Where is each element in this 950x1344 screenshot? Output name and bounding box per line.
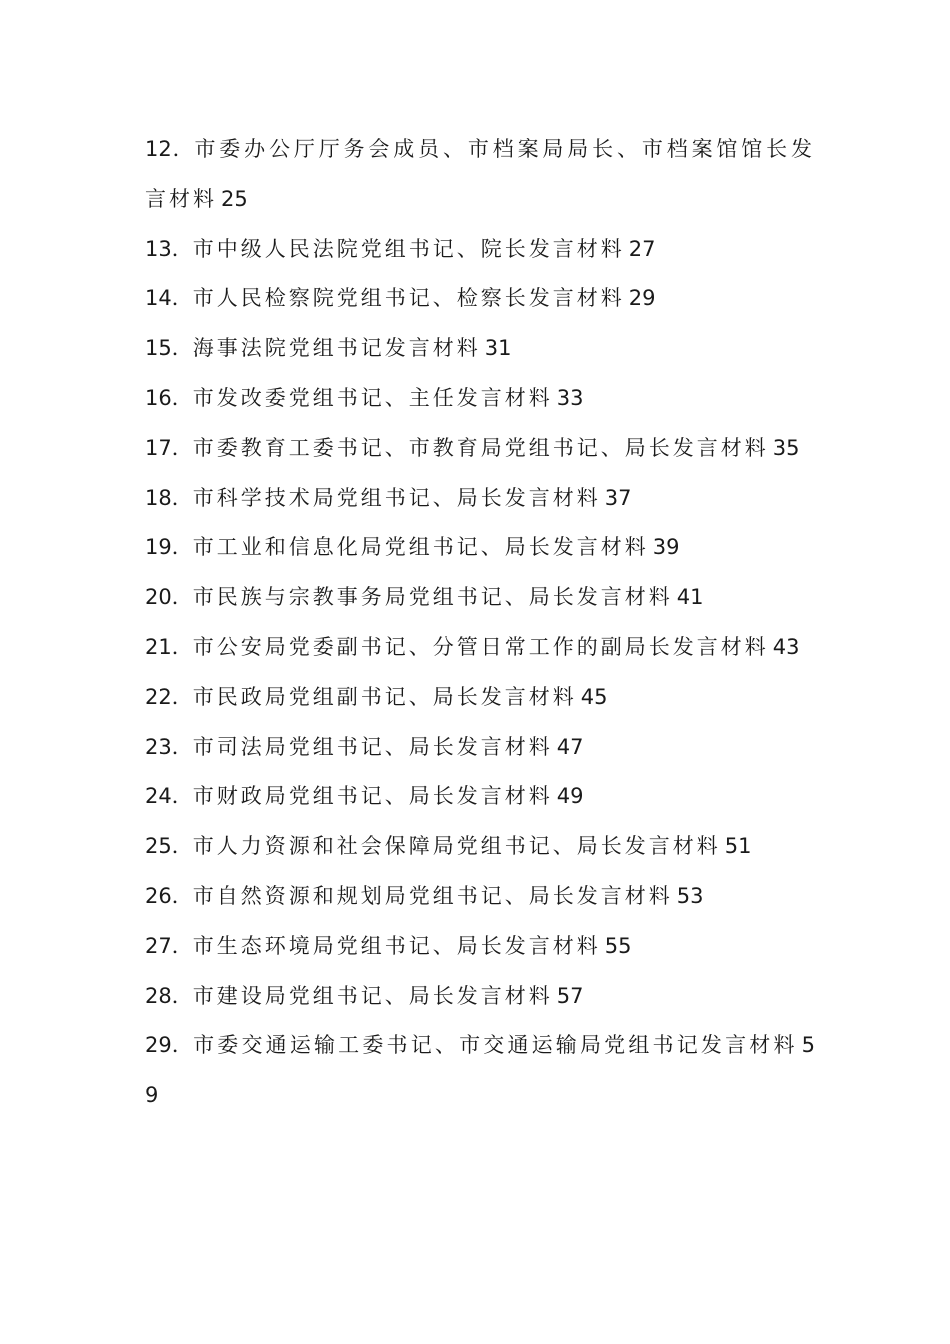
toc-page-number: 53 (676, 883, 704, 908)
toc-number: 22． (145, 684, 193, 709)
toc-entry-25 (145, 822, 815, 872)
toc-entry-29 (145, 1021, 815, 1121)
toc-page-number: 47 (556, 734, 584, 759)
toc-page-number: 41 (676, 585, 704, 610)
toc-number: 27． (145, 933, 193, 958)
toc-page-number: 37 (604, 485, 632, 510)
toc-page-number: 43 (772, 634, 800, 659)
toc-entry-24 (145, 772, 815, 822)
toc-title: 市生态环境局党组书记、局长发言材料 (192, 933, 601, 958)
toc-entry-23 (145, 723, 815, 773)
toc-entry-28 (145, 972, 815, 1022)
toc-page-number: 27 (628, 236, 656, 261)
toc-page-number: 33 (556, 385, 584, 410)
toc-number: 21． (145, 634, 193, 659)
toc-entry-18 (145, 474, 815, 524)
toc-title: 市财政局党组书记、局长发言材料 (192, 784, 553, 809)
toc-title: 市司法局党组书记、局长发言材料 (192, 734, 553, 759)
toc-page-number: 51 (724, 834, 752, 859)
toc-entry-16 (145, 374, 815, 424)
toc-title: 市工业和信息化局党组书记、局长发言材料 (192, 535, 649, 560)
toc-page-number: 31 (484, 336, 512, 361)
toc-number: 23． (145, 734, 193, 759)
toc-entry-27 (145, 922, 815, 972)
toc-entry-26 (145, 872, 815, 922)
toc-entry-20 (145, 573, 815, 623)
toc-title: 市科学技术局党组书记、局长发言材料 (192, 485, 601, 510)
toc-entry-14 (145, 274, 815, 324)
toc-page-number: 45 (580, 684, 608, 709)
toc-number: 26． (145, 883, 193, 908)
toc-title: 市中级人民法院党组书记、院长发言材料 (192, 236, 625, 261)
toc-page-number: 39 (652, 535, 680, 560)
toc-page-number: 59 (145, 1033, 815, 1108)
toc-number: 29． (145, 1033, 194, 1058)
toc-entry-12 (145, 125, 815, 225)
toc-entry-15 (145, 324, 815, 374)
toc-number: 12． (145, 137, 195, 161)
toc-entry-22 (145, 673, 815, 723)
toc-number: 17． (145, 435, 193, 460)
toc-number: 14． (145, 286, 193, 311)
toc-number: 25． (145, 834, 193, 859)
toc-entry-19 (145, 523, 815, 573)
toc-title: 市民族与宗教事务局党组书记、局长发言材料 (192, 585, 673, 610)
toc-number: 19． (145, 535, 193, 560)
toc-title: 市委教育工委书记、市教育局党组书记、局长发言材料 (192, 435, 769, 460)
toc-number: 13． (145, 236, 193, 261)
toc-title: 市民政局党组副书记、局长发言材料 (192, 684, 577, 709)
toc-entry-17 (145, 424, 815, 474)
toc-title: 海事法院党组书记发言材料 (192, 336, 481, 361)
toc-title: 市委办公厅厅务会成员、市档案局局长、市档案馆馆长发言材料 (145, 137, 815, 211)
toc-page-number: 57 (556, 983, 584, 1008)
toc-title: 市发改委党组书记、主任发言材料 (192, 385, 553, 410)
toc-title: 市建设局党组书记、局长发言材料 (192, 983, 553, 1008)
toc-title: 市自然资源和规划局党组书记、局长发言材料 (192, 883, 673, 908)
toc-number: 20． (145, 585, 193, 610)
toc-entry-13 (145, 225, 815, 275)
toc-title: 市委交通运输工委书记、市交通运输局党组书记发言材料 (193, 1033, 798, 1058)
toc-page-number: 35 (772, 435, 800, 460)
toc-title: 市公安局党委副书记、分管日常工作的副局长发言材料 (192, 634, 769, 659)
toc-title: 市人民检察院党组书记、检察长发言材料 (192, 286, 625, 311)
toc-number: 24． (145, 784, 193, 809)
toc-number: 15． (145, 336, 193, 361)
toc-title: 市人力资源和社会保障局党组书记、局长发言材料 (192, 834, 721, 859)
toc-page-number: 25 (221, 186, 248, 211)
toc-page-number: 49 (556, 784, 584, 809)
toc-page-number: 55 (604, 933, 632, 958)
toc-number: 16． (145, 385, 193, 410)
table-of-contents (145, 125, 815, 1121)
toc-page-number: 29 (628, 286, 656, 311)
toc-entry-21 (145, 623, 815, 673)
toc-number: 28． (145, 983, 193, 1008)
toc-number: 18． (145, 485, 193, 510)
